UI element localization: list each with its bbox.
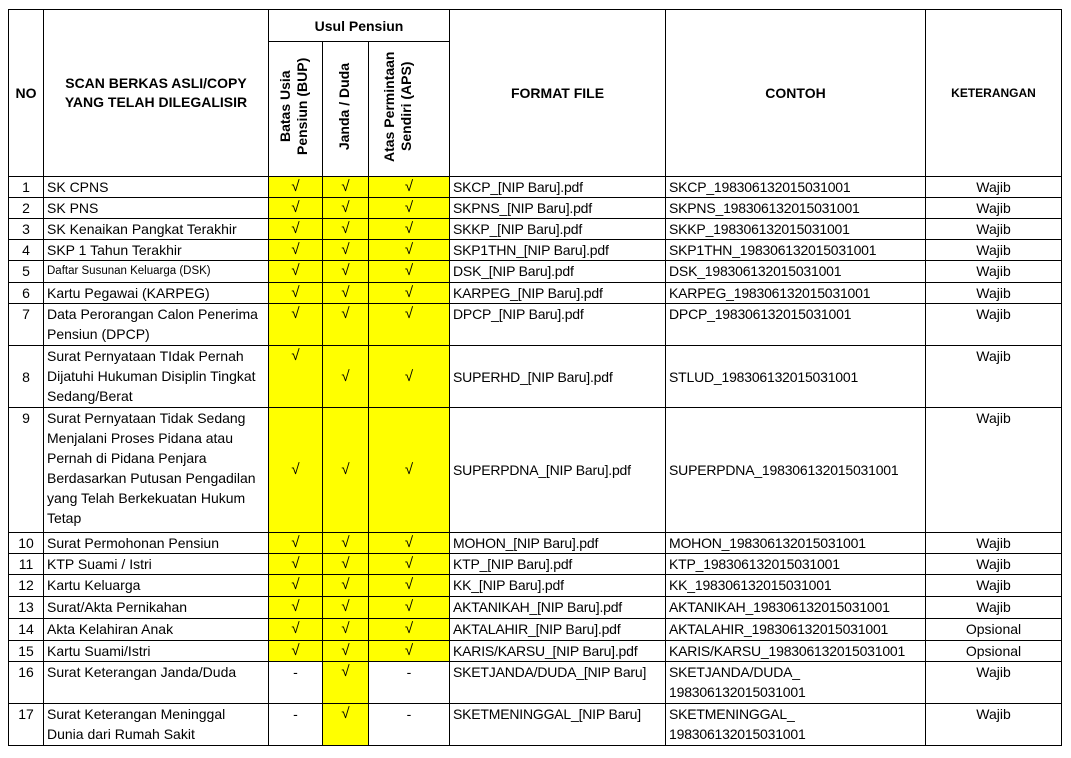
janda-duda-check: √: [323, 662, 369, 704]
aps-check: √: [369, 304, 450, 346]
row-number: 2: [9, 198, 44, 219]
bup-check: √: [269, 575, 323, 597]
berkas-name: Kartu Suami/Istri: [44, 641, 269, 662]
aps-check: √: [369, 198, 450, 219]
janda-duda-check: √: [323, 619, 369, 641]
contoh-file: SKPNS_198306132015031001: [666, 198, 926, 219]
janda-duda-check: √: [323, 408, 369, 533]
berkas-name: Kartu Pegawai (KARPEG): [44, 283, 269, 304]
header-row-top: [9, 10, 1062, 42]
row-number: 5: [9, 261, 44, 283]
berkas-name: Kartu Keluarga: [44, 575, 269, 597]
header-janda-duda-text: Janda / Duda: [335, 62, 352, 151]
header-contoh: CONTOH: [666, 10, 926, 177]
bup-check: √: [269, 554, 323, 575]
berkas-name: Surat Pernyataan TIdak Pernah Dijatuhi Hukuman Disiplin Tingkat Sedang/Berat: [44, 346, 269, 408]
table-row: [9, 704, 1062, 746]
contoh-file: KK_198306132015031001: [666, 575, 926, 597]
row-number: 1: [9, 177, 44, 198]
keterangan-value: Wajib: [926, 304, 1062, 346]
header-aps-text: Atas Permintaan Sendiri (APS): [381, 51, 414, 162]
bup-check: -: [269, 662, 323, 704]
janda-duda-check: √: [323, 219, 369, 240]
bup-check: -: [269, 704, 323, 746]
contoh-file: KTP_198306132015031001: [666, 554, 926, 575]
row-number: 15: [9, 641, 44, 662]
bup-check: √: [269, 283, 323, 304]
janda-duda-check: √: [323, 177, 369, 198]
keterangan-value: Wajib: [926, 662, 1062, 704]
format-file: KARPEG_[NIP Baru].pdf: [450, 283, 666, 304]
table-body: [9, 177, 1062, 746]
keterangan-value: Wajib: [926, 198, 1062, 219]
row-number: 16: [9, 662, 44, 704]
table-row: [9, 198, 1062, 219]
keterangan-value: Wajib: [926, 177, 1062, 198]
header-usul-pensiun: Usul Pensiun: [269, 10, 450, 42]
aps-check: √: [369, 219, 450, 240]
table-row: [9, 283, 1062, 304]
format-file: SKP1THN_[NIP Baru].pdf: [450, 240, 666, 261]
berkas-name: SK PNS: [44, 198, 269, 219]
bup-check: √: [269, 240, 323, 261]
janda-duda-check: √: [323, 283, 369, 304]
format-file: SUPERPDNA_[NIP Baru].pdf: [450, 408, 666, 533]
janda-duda-check: √: [323, 240, 369, 261]
table-row: [9, 641, 1062, 662]
berkas-name: KTP Suami / Istri: [44, 554, 269, 575]
berkas-name: Surat Pernyataan Tidak Sedang Menjalani Proses Pidana atau Pernah di Pidana Penjara Berdasarkan Putusan Pengadilan yang Telah Berkekuatan Hukum Tetap: [44, 408, 269, 533]
header-keterangan: KETERANGAN: [926, 10, 1062, 177]
bup-check: √: [269, 198, 323, 219]
row-number: 10: [9, 533, 44, 554]
table-row: [9, 619, 1062, 641]
aps-check: √: [369, 641, 450, 662]
aps-check: √: [369, 533, 450, 554]
contoh-file: SKETJANDA/DUDA_ 198306132015031001: [666, 662, 926, 704]
contoh-file: STLUD_198306132015031001: [666, 346, 926, 408]
table-row: [9, 575, 1062, 597]
berkas-name: Surat Permohonan Pensiun: [44, 533, 269, 554]
table-row: [9, 240, 1062, 261]
bup-check: √: [269, 408, 323, 533]
aps-check: √: [369, 554, 450, 575]
row-number: 11: [9, 554, 44, 575]
berkas-name: Data Perorangan Calon Penerima Pensiun (DPCP): [44, 304, 269, 346]
berkas-name: Surat Keterangan Janda/Duda: [44, 662, 269, 704]
berkas-name: Daftar Susunan Keluarga (DSK): [44, 261, 269, 283]
row-number: 9: [9, 408, 44, 533]
keterangan-value: Wajib: [926, 554, 1062, 575]
bup-check: √: [269, 597, 323, 619]
bup-check: √: [269, 619, 323, 641]
bup-check: √: [269, 219, 323, 240]
bup-check: √: [269, 346, 323, 408]
aps-check: √: [369, 575, 450, 597]
contoh-file: MOHON_198306132015031001: [666, 533, 926, 554]
keterangan-value: Wajib: [926, 704, 1062, 746]
keterangan-value: Wajib: [926, 261, 1062, 283]
format-file: SKCP_[NIP Baru].pdf: [450, 177, 666, 198]
header-scan-berkas: SCAN BERKAS ASLI/COPY YANG TELAH DILEGALISIR: [44, 10, 269, 177]
table-row: [9, 662, 1062, 704]
table-row: [9, 346, 1062, 408]
aps-check: √: [369, 177, 450, 198]
format-file: AKTALAHIR_[NIP Baru].pdf: [450, 619, 666, 641]
row-number: 8: [9, 346, 44, 408]
row-number: 6: [9, 283, 44, 304]
table-row: [9, 261, 1062, 283]
berkas-name: SK Kenaikan Pangkat Terakhir: [44, 219, 269, 240]
row-number: 7: [9, 304, 44, 346]
format-file: SKPNS_[NIP Baru].pdf: [450, 198, 666, 219]
table-row: [9, 219, 1062, 240]
berkas-name: SKP 1 Tahun Terakhir: [44, 240, 269, 261]
keterangan-value: Wajib: [926, 575, 1062, 597]
janda-duda-check: √: [323, 346, 369, 408]
aps-check: √: [369, 240, 450, 261]
janda-duda-check: √: [323, 554, 369, 575]
contoh-file: SKETMENINGGAL_ 198306132015031001: [666, 704, 926, 746]
berkas-name: SK CPNS: [44, 177, 269, 198]
format-file: DPCP_[NIP Baru].pdf: [450, 304, 666, 346]
contoh-file: SKP1THN_198306132015031001: [666, 240, 926, 261]
row-number: 4: [9, 240, 44, 261]
format-file: KARIS/KARSU_[NIP Baru].pdf: [450, 641, 666, 662]
keterangan-value: Wajib: [926, 533, 1062, 554]
format-file: MOHON_[NIP Baru].pdf: [450, 533, 666, 554]
bup-check: √: [269, 304, 323, 346]
row-number: 12: [9, 575, 44, 597]
aps-check: -: [369, 662, 450, 704]
aps-check: -: [369, 704, 450, 746]
requirements-table: [8, 9, 1062, 746]
janda-duda-check: √: [323, 641, 369, 662]
row-number: 14: [9, 619, 44, 641]
format-file: KTP_[NIP Baru].pdf: [450, 554, 666, 575]
janda-duda-check: √: [323, 533, 369, 554]
keterangan-value: Wajib: [926, 597, 1062, 619]
keterangan-value: Wajib: [926, 219, 1062, 240]
bup-check: √: [269, 533, 323, 554]
row-number: 13: [9, 597, 44, 619]
header-janda-duda: [323, 42, 369, 177]
bup-check: √: [269, 641, 323, 662]
header-no: NO: [9, 10, 44, 177]
contoh-file: KARIS/KARSU_198306132015031001: [666, 641, 926, 662]
berkas-name: Surat/Akta Pernikahan: [44, 597, 269, 619]
keterangan-value: Wajib: [926, 283, 1062, 304]
contoh-file: DPCP_198306132015031001: [666, 304, 926, 346]
header-bup: [269, 42, 323, 177]
aps-check: √: [369, 597, 450, 619]
janda-duda-check: √: [323, 575, 369, 597]
table-row: [9, 533, 1062, 554]
janda-duda-check: √: [323, 198, 369, 219]
row-number: 17: [9, 704, 44, 746]
contoh-file: SUPERPDNA_198306132015031001: [666, 408, 926, 533]
berkas-name: Akta Kelahiran Anak: [44, 619, 269, 641]
header-format-file: FORMAT FILE: [450, 10, 666, 177]
keterangan-value: Wajib: [926, 346, 1062, 408]
row-number: 3: [9, 219, 44, 240]
format-file: SKETMENINGGAL_[NIP Baru]: [450, 704, 666, 746]
format-file: DSK_[NIP Baru].pdf: [450, 261, 666, 283]
bup-check: √: [269, 177, 323, 198]
aps-check: √: [369, 261, 450, 283]
table-row: [9, 597, 1062, 619]
table-row: [9, 408, 1062, 533]
janda-duda-check: √: [323, 704, 369, 746]
keterangan-value: Opsional: [926, 641, 1062, 662]
contoh-file: AKTALAHIR_198306132015031001: [666, 619, 926, 641]
contoh-file: KARPEG_198306132015031001: [666, 283, 926, 304]
keterangan-value: Wajib: [926, 408, 1062, 533]
table-row: [9, 554, 1062, 575]
janda-duda-check: √: [323, 261, 369, 283]
format-file: SKKP_[NIP Baru].pdf: [450, 219, 666, 240]
table-row: [9, 177, 1062, 198]
format-file: AKTANIKAH_[NIP Baru].pdf: [450, 597, 666, 619]
table-row: [9, 304, 1062, 346]
format-file: SUPERHD_[NIP Baru].pdf: [450, 346, 666, 408]
janda-duda-check: √: [323, 597, 369, 619]
aps-check: √: [369, 619, 450, 641]
format-file: SKETJANDA/DUDA_[NIP Baru]: [450, 662, 666, 704]
contoh-file: SKKP_198306132015031001: [666, 219, 926, 240]
header-aps: [369, 42, 450, 177]
aps-check: √: [369, 408, 450, 533]
keterangan-value: Wajib: [926, 240, 1062, 261]
berkas-name: Surat Keterangan Meninggal Dunia dari Rumah Sakit: [44, 704, 269, 746]
contoh-file: AKTANIKAH_198306132015031001: [666, 597, 926, 619]
janda-duda-check: √: [323, 304, 369, 346]
format-file: KK_[NIP Baru].pdf: [450, 575, 666, 597]
aps-check: √: [369, 346, 450, 408]
contoh-file: SKCP_198306132015031001: [666, 177, 926, 198]
keterangan-value: Opsional: [926, 619, 1062, 641]
aps-check: √: [369, 283, 450, 304]
contoh-file: DSK_198306132015031001: [666, 261, 926, 283]
bup-check: √: [269, 261, 323, 283]
header-bup-text: Batas Usia Pensiun (BUP): [276, 57, 310, 156]
